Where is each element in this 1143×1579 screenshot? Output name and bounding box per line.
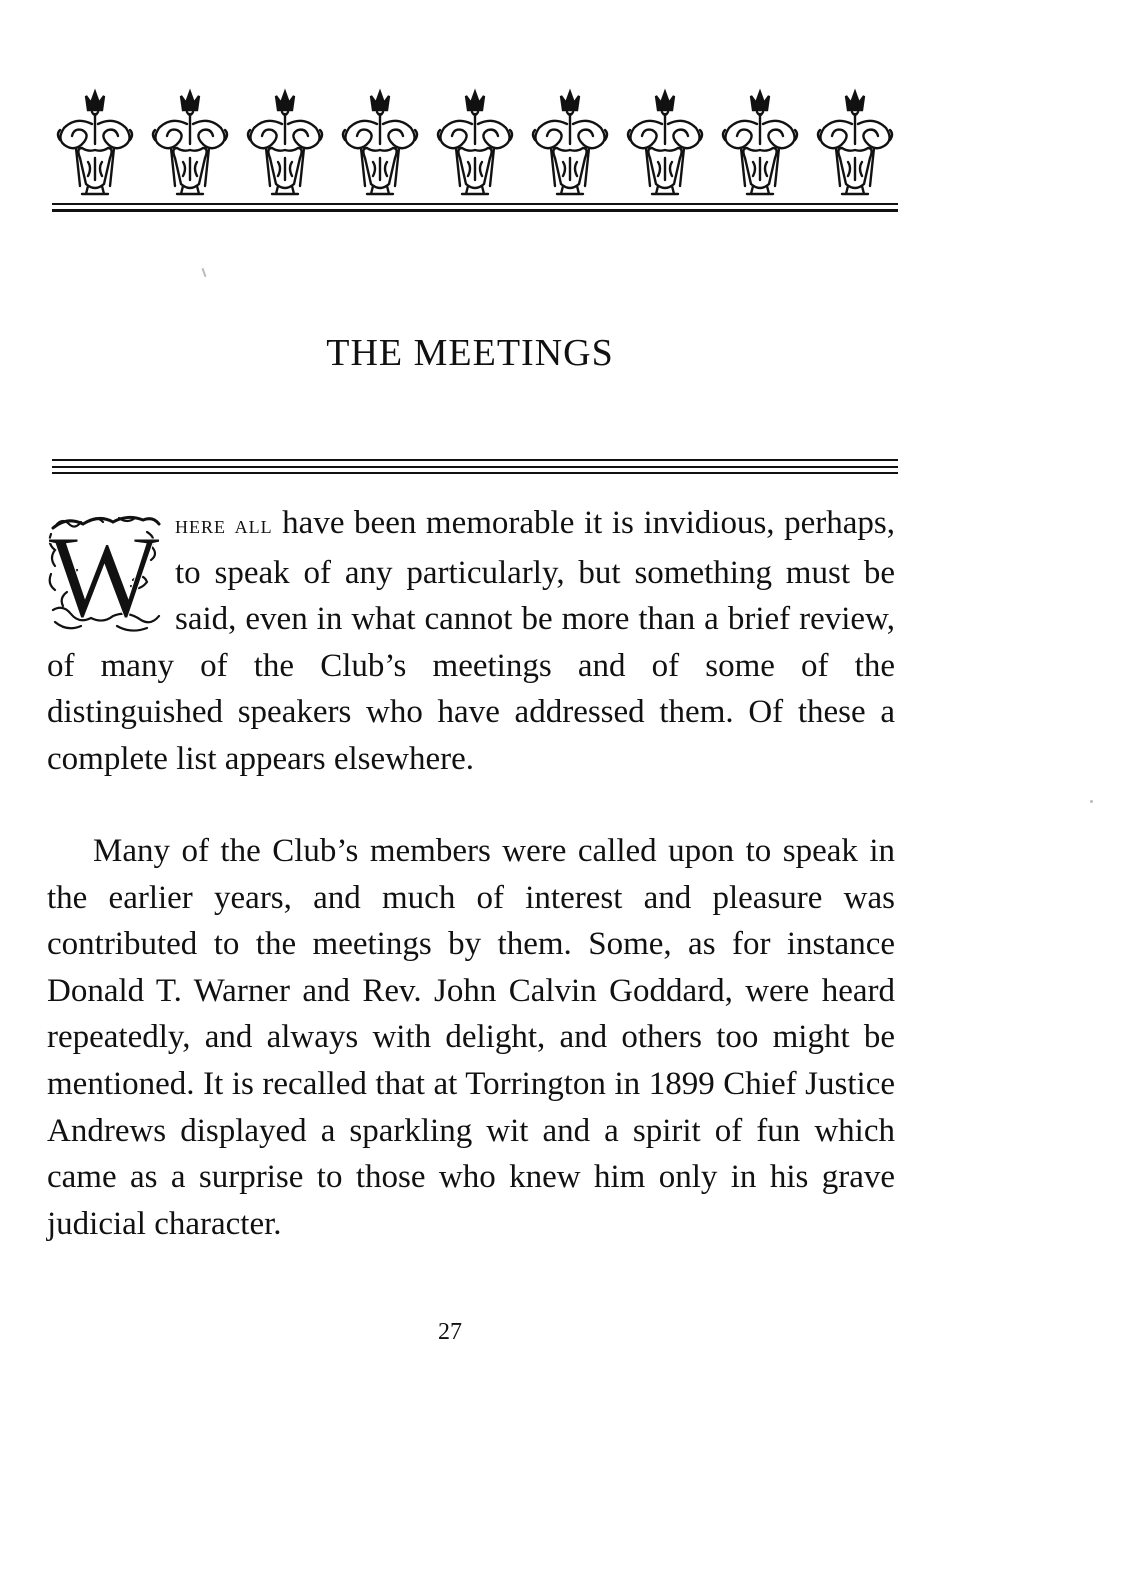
fleuron-tulip-icon — [527, 88, 613, 204]
top-double-rule — [52, 203, 898, 212]
fleuron-tulip-icon — [717, 88, 803, 204]
drop-cap-letter: W — [48, 511, 160, 640]
paragraph-1-text: have been memorable it is invidious, perhaps, to speak of any particularly, but something must be said, even in what cannot be more than a brief review, of many of the Club’s meetings and of some of the distinguished speakers who have addressed them. Of these a complete list appears elsewhere. — [47, 505, 896, 777]
chapter-title: THE MEETINGS — [326, 332, 614, 375]
fleuron-tulip-icon — [812, 88, 898, 204]
printing-mark — [202, 268, 207, 277]
paragraph-2: Many of the Club’s members were called upon to speak in the earlier years, and much of interest and pleasure was contributed to the meetings by them. Some, as for instance Donald T. Warner and Rev. John Calvin Goddard, were heard repeatedly, and always with delight, and others too might be mentioned. It is recalled that at Torrington in 1899 Chief Justice Andrews displayed a sparkling wit and a spirit of fun which came as a surprise to those who knew him only in his grave judicial character. — [47, 833, 895, 1242]
fleuron-tulip-icon — [432, 88, 518, 204]
page-number: 27 — [438, 1319, 462, 1345]
small-caps-lead: here all — [175, 512, 273, 539]
fleuron-tulip-icon — [242, 88, 328, 204]
title-triple-rule — [52, 459, 898, 474]
fleuron-tulip-icon — [337, 88, 423, 204]
fleuron-tulip-icon — [147, 88, 233, 204]
fleuron-tulip-icon — [52, 88, 138, 204]
printing-speck — [1090, 800, 1093, 803]
fleuron-tulip-icon — [622, 88, 708, 204]
paragraph-1 — [47, 500, 895, 783]
ornament-band — [52, 88, 898, 204]
